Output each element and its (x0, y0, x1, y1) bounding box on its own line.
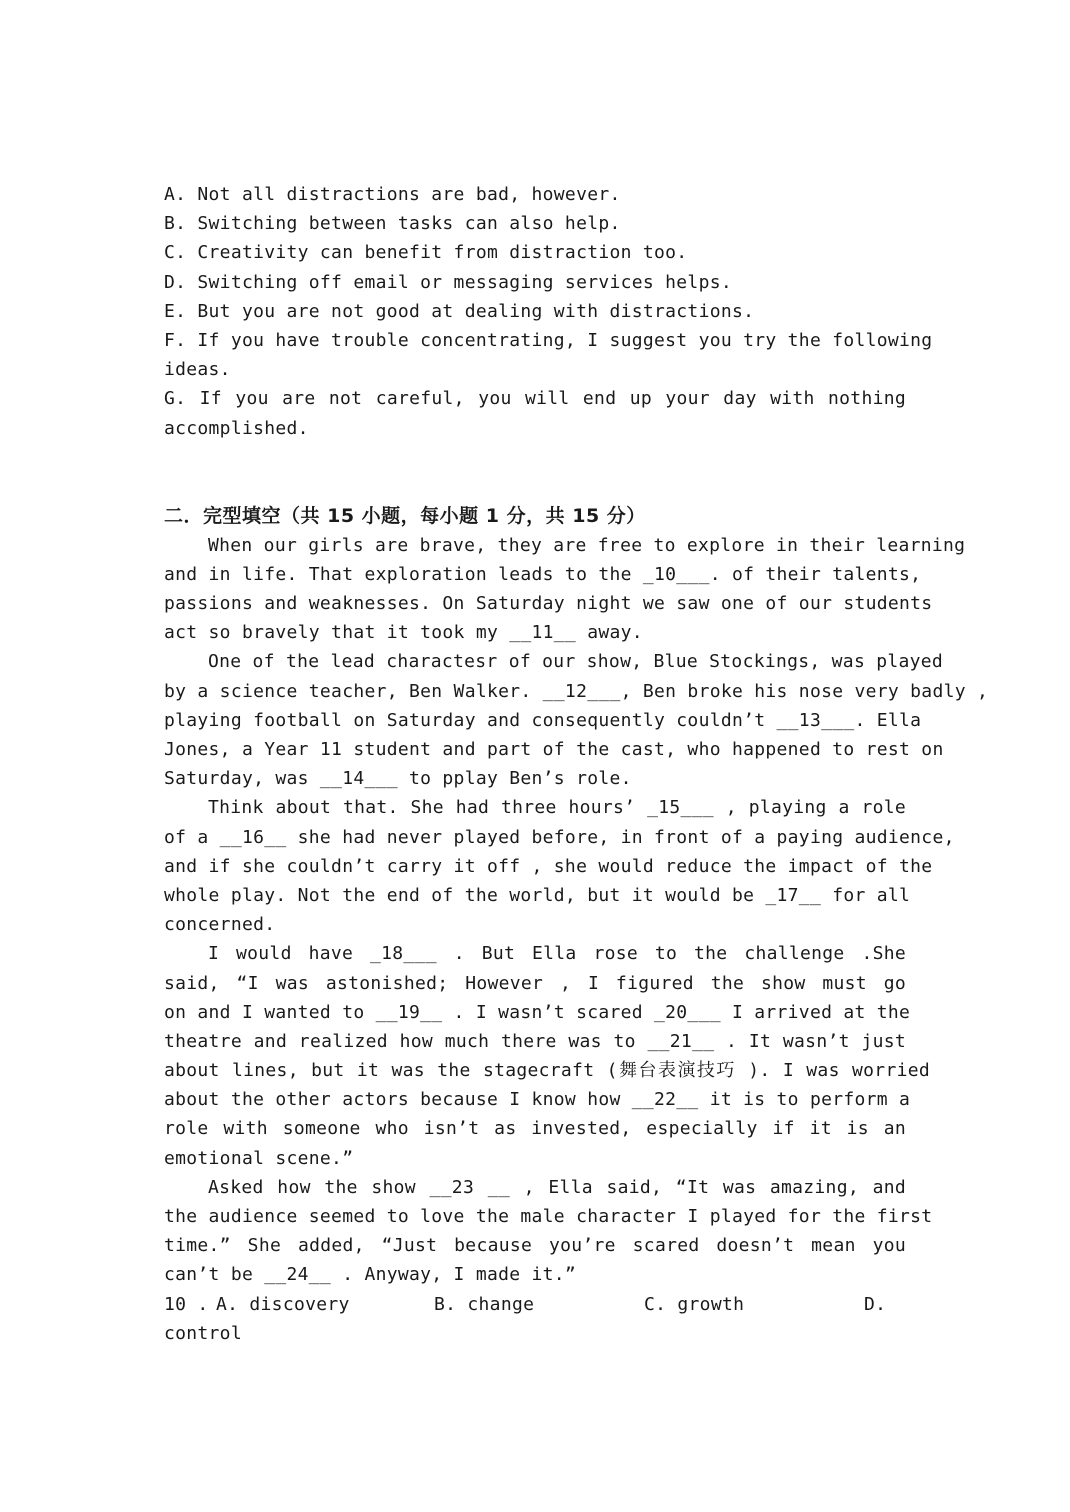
passage-line: by a science teacher, Ben Walker. __12___, Ben broke his nose very badly , (164, 680, 989, 702)
passage-line: Asked how the show __23 __ , Ella said, “It was amazing, and (208, 1176, 906, 1198)
option-f-cont: ideas. (164, 359, 231, 381)
option-c: C. Creativity can benefit from distraction too. (164, 242, 688, 264)
passage-line: I would have _18___ . But Ella rose to the challenge .She (208, 943, 906, 965)
passage-line: Jones, a Year 11 student and part of the cast, who happened to rest on (164, 739, 944, 760)
passage-line: and in life. That exploration leads to the _10___. of their talents, (164, 563, 922, 585)
option-d: D. Switching off email or messaging services helps. (164, 271, 732, 293)
passage-line: said, “I was astonished; However , I figured the show must go (164, 972, 906, 994)
passage-line: playing football on Saturday and consequently couldn’t __13___. Ella (164, 709, 922, 731)
passage-line: the audience seemed to love the male character I played for the first (164, 1206, 933, 1227)
option-a: A. Not all distractions are bad, however. (164, 184, 621, 205)
passage-line: whole play. Not the end of the world, but it would be _17__ for all (164, 884, 911, 906)
passage-line: Saturday, was __14___ to pplay Ben’s role. (164, 768, 632, 790)
option-g-cont: accomplished. (164, 417, 309, 439)
passage-line: One of the lead charactesr of our show, Blue Stockings, was played (208, 651, 944, 673)
passage-line: about lines, but it was the stagecraft (舞台表演技巧 ). I was worried (164, 1060, 930, 1082)
question-number: 10 . (164, 1293, 209, 1315)
choice-d-text: control (164, 1322, 242, 1344)
document-page (164, 180, 989, 1348)
passage-line: theatre and realized how much there was to __21__ . It wasn’t just (164, 1030, 906, 1052)
passage-line: act so bravely that it took my __11__ away. (164, 622, 643, 644)
section-heading: 二．完型填空（共 15 小题，每小题 1 分，共 15 分） (164, 504, 646, 527)
passage-line: can’t be __24__ . Anyway, I made it.” (164, 1264, 577, 1286)
choice-d: D. (864, 1293, 887, 1315)
passage-line: passions and weaknesses. On Saturday night we saw one of our students (164, 593, 933, 615)
option-g: G. If you are not careful, you will end up your day with nothing (164, 388, 906, 410)
passage-line: about the other actors because I know how __22__ it is to perform a (164, 1089, 911, 1111)
choice-b: B. change (434, 1293, 535, 1315)
option-e: E. But you are not good at dealing with distractions. (164, 300, 755, 322)
cloze-passage (164, 531, 989, 1290)
passage-line: on and I wanted to __19__ . I wasn’t scared _20___ I arrived at the (164, 1001, 911, 1023)
question-10 (164, 1290, 906, 1319)
passage-line: concerned. (164, 914, 276, 936)
passage-line: When our girls are brave, they are free to explore in their learning (208, 534, 966, 556)
answer-options (164, 180, 933, 443)
choice-a: A. discovery (216, 1293, 350, 1315)
choice-c: C. growth (644, 1293, 745, 1315)
passage-line: and if she couldn’t carry it off , she would reduce the impact of the (164, 855, 933, 877)
option-b: B. Switching between tasks can also help. (164, 213, 621, 235)
passage-line: time.” She added, “Just because you’re scared doesn’t mean you (164, 1235, 906, 1257)
option-f: F. If you have trouble concentrating, I suggest you try the following (164, 329, 933, 351)
passage-line: emotional scene.” (164, 1147, 354, 1169)
passage-line: role with someone who isn’t as invested, especially if it is an (164, 1118, 906, 1140)
passage-line: of a __16__ she had never played before, in front of a paying audience, (164, 826, 955, 848)
passage-line: Think about that. She had three hours’ _15___ , playing a role (208, 797, 906, 819)
